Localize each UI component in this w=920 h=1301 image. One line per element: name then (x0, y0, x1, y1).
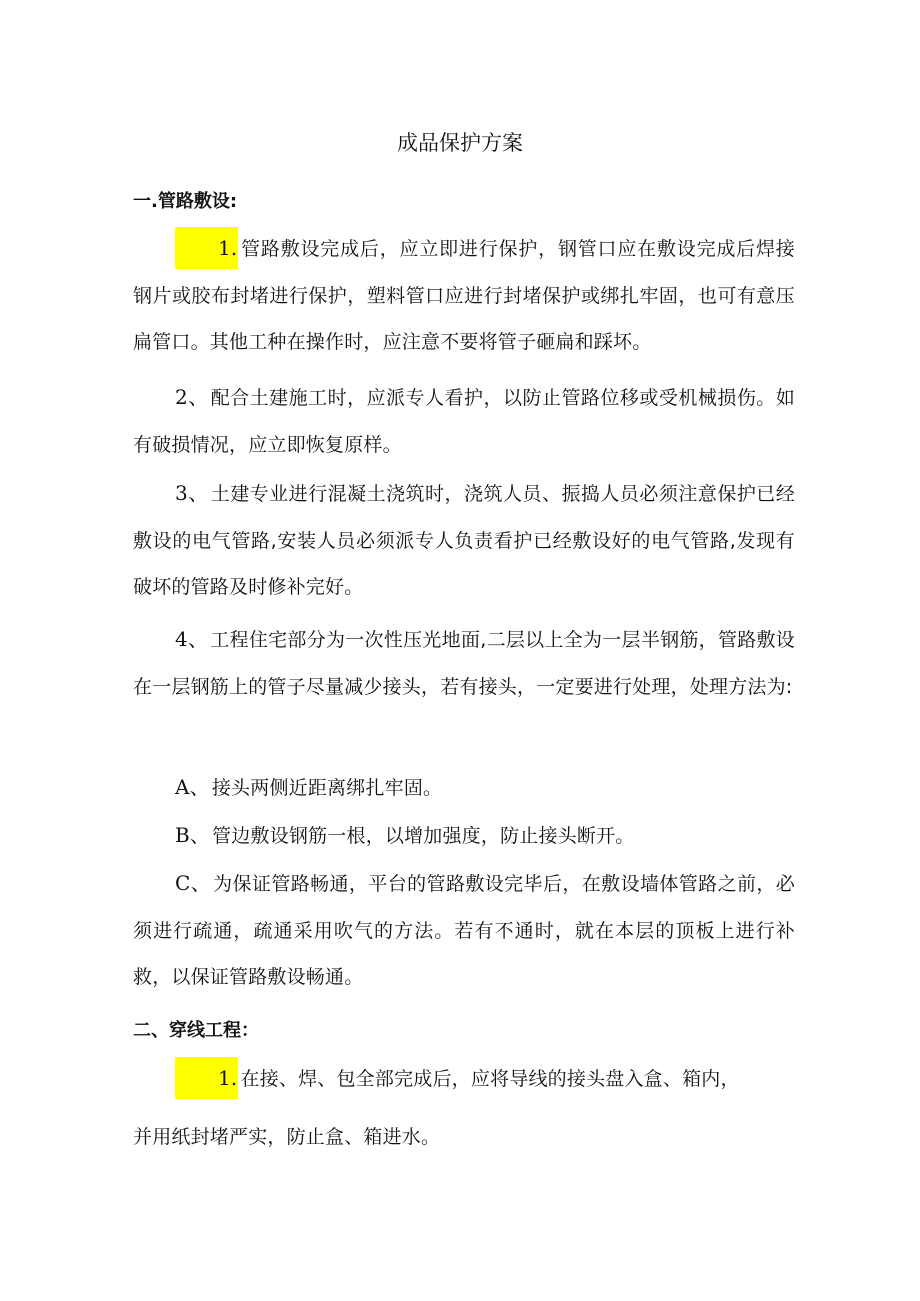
paragraph (133, 1114, 795, 1161)
paragraph-text: 管边敷设钢筋一根，以增加强度，防止接头断开。 (212, 825, 635, 847)
paragraph-text: 土建专业进行混凝土浇筑时，浇筑人员、振捣人员必须注意保护已经敷设的电气管路,安装人员必须派专人负责看护已经敷设好的电气管路,发现有破坏的管路及时修补完好。 (133, 483, 795, 598)
paragraph-number: 4、 (175, 627, 209, 651)
paragraph-number: A、 (175, 775, 210, 799)
document-title: 成品保护方案 (397, 131, 523, 155)
paragraph-number: C、 (175, 871, 212, 895)
paragraph-text: 管路敷设完成后，应立即进行保护，钢管口应在敷设完成后焊接钢片或胶布封堵进行保护，塑料管口应进行封堵保护或绑扎牢固，也可有意压扁管口。其他工种在操作时，应注意不要将管子砸扁和踩坏。 (133, 238, 795, 353)
paragraph-text: 接头两侧近距离绑扎牢固。 (211, 777, 443, 799)
paragraph (133, 860, 795, 1001)
paragraph-text: 工程住宅部分为一次性压光地面,二层以上全为一层半钢筋，管路敷设在一层钢筋上的管子尽量减少接头，若有接头，一定要进行处理，处理方法为: (133, 629, 795, 698)
paragraph (133, 616, 795, 710)
section-heading-wiring: 二、穿线工程： (133, 1020, 259, 1041)
section-heading-pipe-laying: 一.管路敷设: (133, 191, 238, 212)
paragraph-text: 并用纸封堵严实，防止盒、箱进水。 (133, 1126, 441, 1148)
paragraph (133, 812, 795, 860)
paragraph-number: 2、 (175, 385, 209, 409)
paragraph-text: 在接、焊、包全部完成后，应将导线的接头盘入盒、箱内， (240, 1068, 740, 1090)
paragraph (133, 226, 795, 366)
paragraph (133, 374, 795, 468)
paragraph-text: 为保证管路畅通，平台的管路敷设完毕后，在敷设墙体管路之前，必须进行疏通，疏通采用吹气的方法。若有不通时，就在本层的顶板上进行补救，以保证管路敷设畅通。 (133, 873, 795, 988)
paragraph (133, 1056, 795, 1103)
paragraph (133, 764, 795, 812)
paragraph-number: 3、 (175, 481, 209, 505)
paragraph-number-highlighted: 1. (175, 227, 238, 269)
paragraph-text: 配合土建施工时，应派专人看护，以防止管路位移或受机械损伤。如有破损情况，应立即恢复原样。 (133, 387, 795, 456)
paragraph-number: B、 (175, 823, 211, 847)
paragraph-number-highlighted: 1. (175, 1057, 238, 1099)
paragraph (133, 470, 795, 611)
